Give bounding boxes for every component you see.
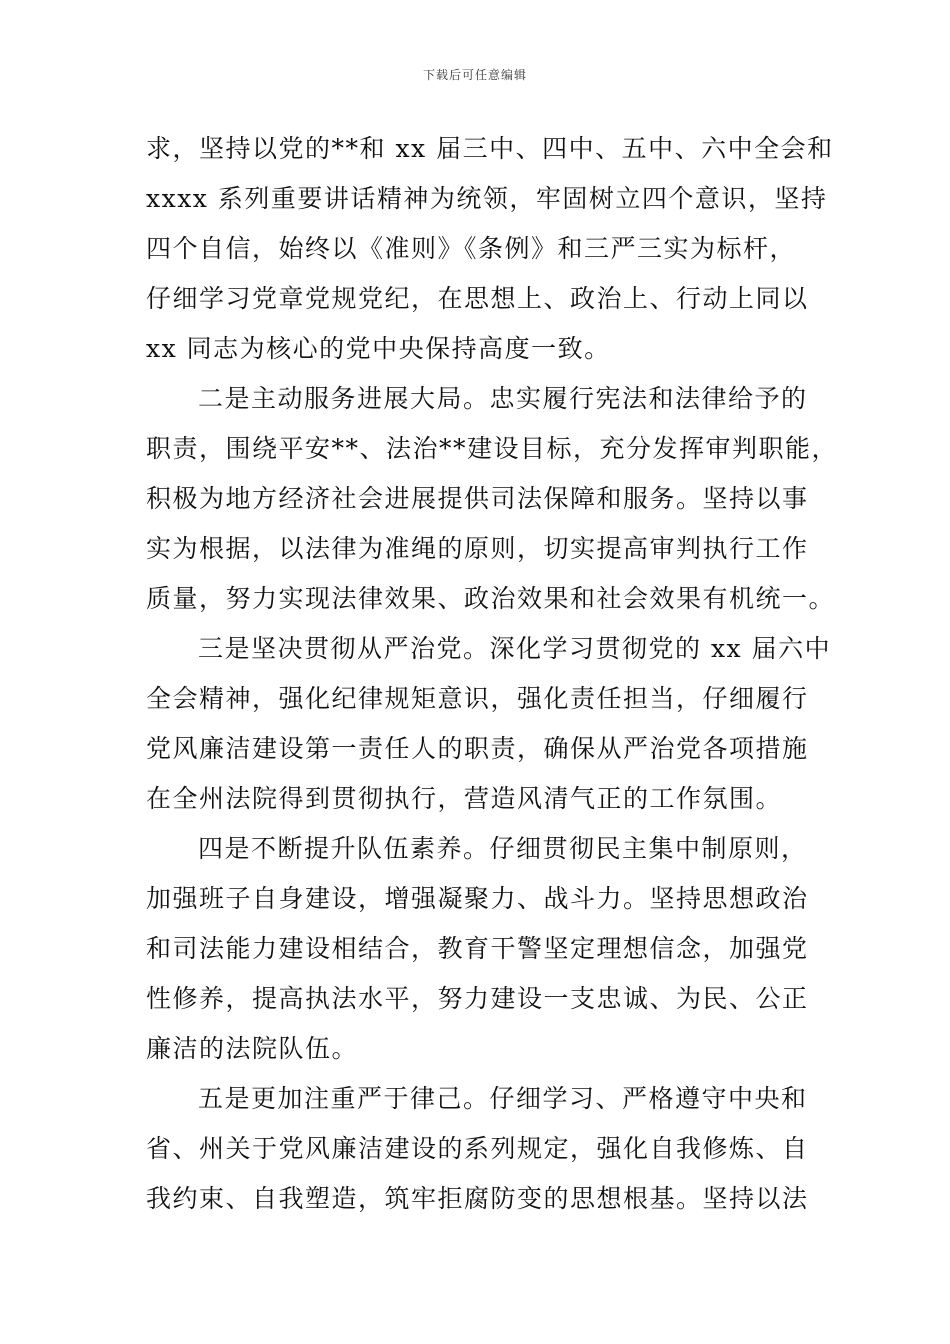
text-line: 省、州关于党风廉洁建设的系列规定，强化自我修炼、自 — [146, 1134, 809, 1163]
text-line: 廉洁的法院队伍。 — [146, 1034, 359, 1063]
text-line: 三是坚决贯彻从严治党。深化学习贯彻党的 xx 届六中 — [198, 634, 832, 663]
text-line: 我约束、自我塑造，筑牢拒腐防变的思想根基。坚持以法 — [146, 1184, 809, 1213]
download-note: 下载后可任意编辑 — [422, 68, 527, 82]
text-line: 职责，围绕平安**、法治**建设目标，充分发挥审判职能， — [146, 434, 839, 463]
text-line: 在全州法院得到贯彻执行，营造风清气正的工作氛围。 — [146, 784, 783, 813]
text-line: 积极为地方经济社会进展提供司法保障和服务。坚持以事 — [146, 484, 809, 513]
document-body — [146, 124, 839, 1224]
text-line: 五是更加注重严于律己。仔细学习、严格遵守中央和 — [198, 1084, 808, 1113]
text-line: 仔细学习党章党规党纪，在思想上、政治上、行动上同以 — [146, 284, 809, 313]
text-line: 全会精神，强化纪律规矩意识，强化责任担当，仔细履行 — [146, 684, 809, 713]
text-line: 四个自信，始终以《准则》《条例》和三严三实为标杆， — [146, 234, 797, 263]
text-line: xx 同志为核心的党中央保持高度一致。 — [146, 334, 611, 363]
text-line: 四是不断提升队伍素养。仔细贯彻民主集中制原则， — [198, 834, 808, 863]
text-line: xxxx 系列重要讲话精神为统领，牢固树立四个意识，坚持 — [146, 184, 828, 213]
text-line: 二是主动服务进展大局。忠实履行宪法和法律给予的 — [198, 384, 808, 413]
text-line: 求，坚持以党的**和 xx 届三中、四中、五中、六中全会和 — [146, 134, 834, 163]
text-line: 加强班子自身建设，增强凝聚力、战斗力。坚持思想政治 — [146, 884, 809, 913]
text-line: 和司法能力建设相结合，教育干警坚定理想信念，加强党 — [146, 934, 809, 963]
text-line: 党风廉洁建设第一责任人的职责，确保从严治党各项措施 — [146, 734, 809, 763]
text-line: 实为根据，以法律为准绳的原则，切实提高审判执行工作 — [146, 534, 809, 563]
text-line: 性修养，提高执法水平，努力建设一支忠诚、为民、公正 — [146, 984, 809, 1013]
text-line: 质量，努力实现法律效果、政治效果和社会效果有机统一。 — [146, 584, 836, 613]
